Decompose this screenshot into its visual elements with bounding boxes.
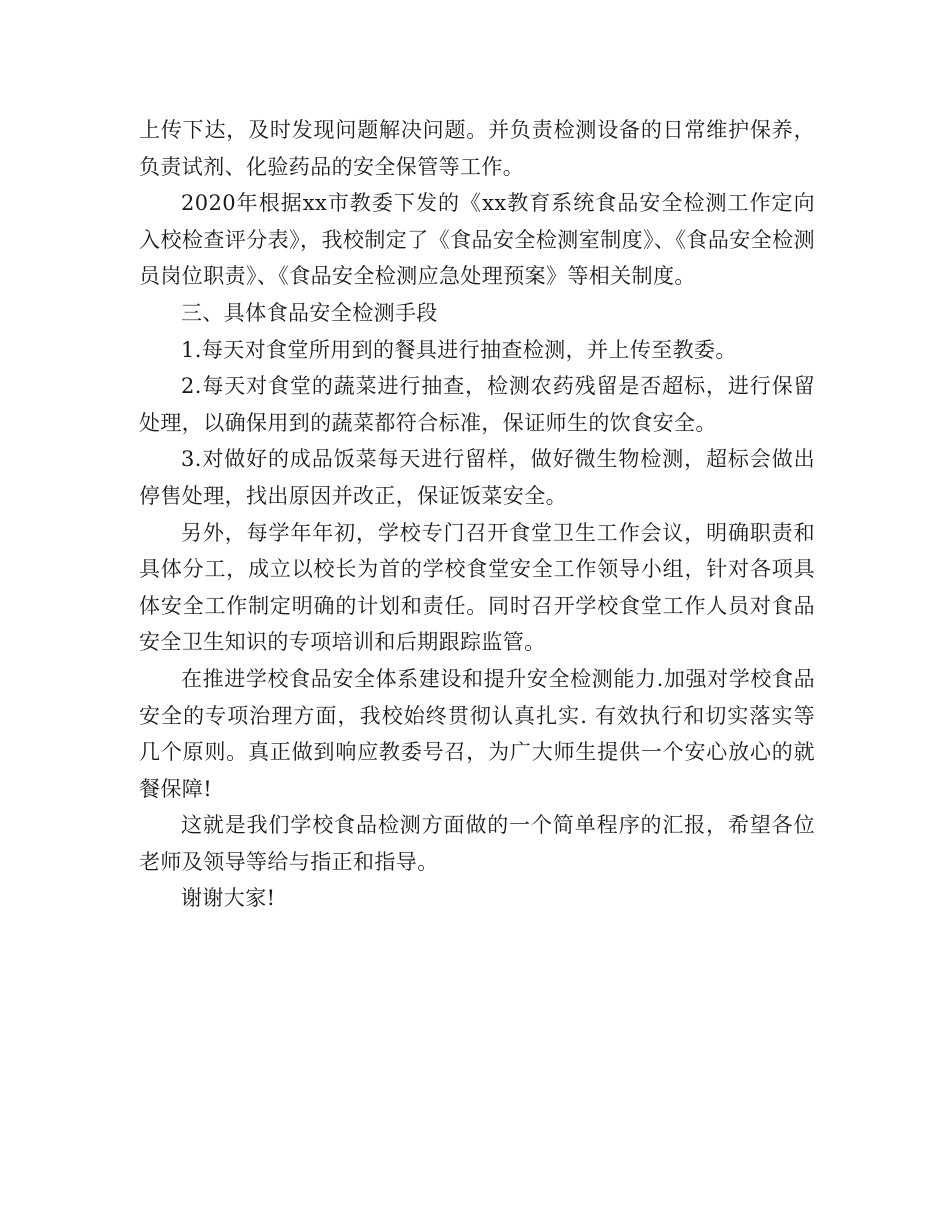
list-item-tableware-check: 1.每天对食堂所用到的餐具进行抽查检测，并上传至教委。 [181,337,737,362]
paragraph-annual-meeting: 另外，每学年年初，学校专门召开食堂卫生工作会议，明确职责和具体分工，成立以校长为首的学校食堂安全工作领导小组，针对各项具体安全工作制定明确的计划和责任。同时召开学校食堂工作人员对食品安全卫生知识的专项培训和后期跟踪监管。 [139,520,815,655]
list-item-vegetable-check: 2.每天对食堂的蔬菜进行抽查，检测农药残留是否超标，进行保留处理，以确保用到的蔬菜都符合标准，保证师生的饮食安全。 [139,374,815,435]
paragraph-regulations: 2020年根据xx市教委下发的《xx教育系统食品安全检测工作定向入校检查评分表》，我校制定了《食品安全检测室制度》、《食品安全检测员岗位职责》、《食品安全检测应急处理预案》等相关制度。 [139,191,815,289]
paragraph-continuation: 上传下达，及时发现问题解决问题。并负责检测设备的日常维护保养，负责试剂、化验药品的安全保管等工作。 [139,118,815,179]
paragraph-safety-system: 在推进学校食品安全体系建设和提升安全检测能力.加强对学校食品安全的专项治理方面，我校始终贯彻认真扎实. 有效执行和切实落实等几个原则。真正做到响应教委号召，为广大师生提供一个安心放心的就餐保障! [139,666,815,801]
paragraph-conclusion: 这就是我们学校食品检测方面做的一个简单程序的汇报，希望各位老师及领导等给与指正和指导。 [139,813,815,874]
list-item-food-sample: 3.对做好的成品饭菜每天进行留样，做好微生物检测，超标会做出停售处理，找出原因并改正，保证饭菜安全。 [139,447,815,508]
section-heading-testing-methods: 三、具体食品安全检测手段 [181,300,438,325]
paragraph-thanks: 谢谢大家! [181,886,276,911]
document-body [139,112,815,917]
